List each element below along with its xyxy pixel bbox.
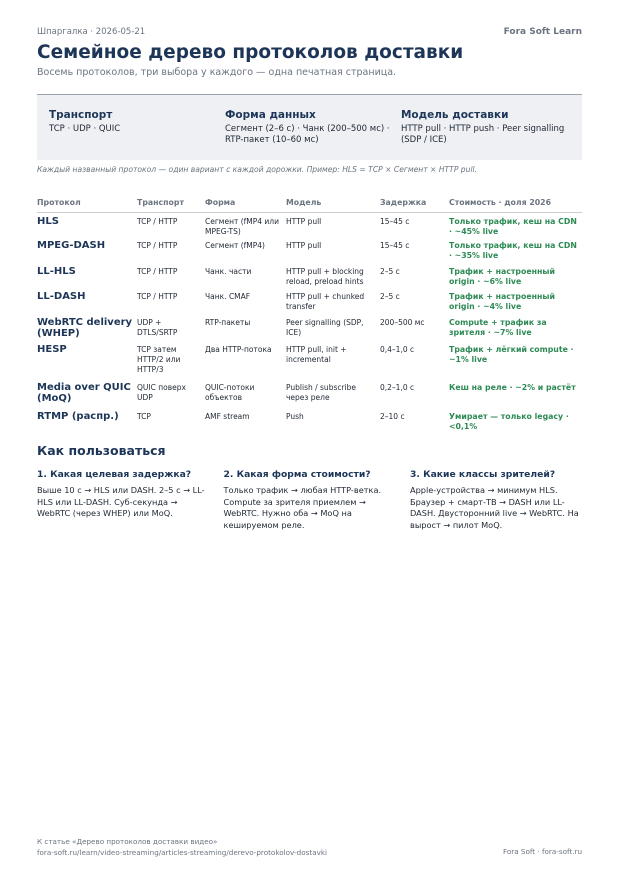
cost-cell: Трафик + лёгкий compute · ~1% live <box>449 345 574 364</box>
latency-cell: 2–5 с <box>380 292 400 301</box>
footer-url: fora-soft.ru/learn/video-streaming/articles-streaming/derevo-protokolov-dostavki <box>37 848 328 857</box>
model-cell: Peer signalling (SDP, ICE) <box>286 318 364 337</box>
protocol-name: LL-HLS <box>37 266 76 277</box>
page-header <box>37 25 582 39</box>
cost-cell: Трафик + настроенный origin · ~6% live <box>449 267 555 286</box>
transport-cell: TCP / HTTP <box>137 241 178 250</box>
model-cell: Push <box>286 412 304 421</box>
page-footer <box>37 836 327 858</box>
summary-heading: Транспорт <box>49 109 113 121</box>
latency-cell: 0,4–1,0 с <box>380 345 415 354</box>
column-header: Модель <box>286 193 380 212</box>
form-cell: Два HTTP-потока <box>205 345 272 354</box>
step-cost <box>224 469 396 531</box>
summary-heading: Форма данных <box>224 109 316 121</box>
column-header: Транспорт <box>137 193 205 212</box>
protocol-name: HESP <box>37 344 67 355</box>
cost-cell: Трафик + настроенный origin · ~4% live <box>449 292 555 311</box>
protocol-name: LL-DASH <box>37 291 86 302</box>
brand-name: Fora Soft Learn <box>503 27 582 37</box>
column-header: Протокол <box>37 193 137 212</box>
table-row <box>37 288 582 314</box>
column-header: Форма <box>205 193 286 212</box>
form-cell: Сегмент (fMP4) <box>205 241 265 250</box>
summary-text: HTTP pull · HTTP push · Peer signalling (SDP / ICE) <box>400 124 565 145</box>
summary-text: TCP · UDP · QUIC <box>49 124 121 134</box>
form-cell: RTP-пакеты <box>205 318 251 327</box>
protocol-name: Media over QUIC (MoQ) <box>37 382 131 404</box>
latency-cell: 200–500 мс <box>380 318 425 327</box>
latency-cell: 2–10 с <box>380 412 405 421</box>
form-cell: QUIC-потоки объектов <box>205 383 255 402</box>
step-heading: 2. Какая форма стоимости? <box>223 469 371 480</box>
model-cell: HTTP pull <box>286 241 322 250</box>
table-row <box>37 408 582 435</box>
summary-transport <box>49 109 225 160</box>
cost-cell: Только трафик, кеш на CDN · ~35% live <box>449 241 577 260</box>
model-cell: Publish / subscribe через реле <box>286 383 357 402</box>
cost-cell: Только трафик, кеш на CDN · ~45% live <box>449 216 577 236</box>
form-cell: Чанк. части <box>205 267 252 276</box>
transport-cell: QUIC поверх UDP <box>137 383 186 402</box>
protocol-name: HLS <box>37 215 59 227</box>
transport-cell: TCP затем HTTP/2 или HTTP/3 <box>137 345 181 374</box>
step-heading: 3. Какие классы зрителей? <box>410 469 556 480</box>
column-header: Стоимость · доля 2026 <box>449 193 582 212</box>
table-row <box>37 237 582 263</box>
step-text: Выше 10 с → HLS или DASH. 2–5 с → LL-HLS или LL-DASH. Суб-секунда → WebRTC (через WHEP) или MoQ. <box>37 485 205 518</box>
transport-cell: TCP / HTTP <box>137 216 178 226</box>
step-text: Apple-устройства → минимум HLS. Браузер + смарт-ТВ → DASH или LL-DASH. Двусторонний live → WebRTC. На вырост → пилот MoQ. <box>410 485 579 530</box>
cost-cell: Compute + трафик за зрителя · ~7% live <box>449 318 547 337</box>
page-title: Семейное дерево протоколов доставки <box>37 42 464 63</box>
latency-cell: 2–5 с <box>380 267 400 276</box>
latency-cell: 15–45 с <box>380 216 410 226</box>
model-cell: HTTP pull + chunked transfer <box>286 292 365 311</box>
protocol-table <box>37 193 582 435</box>
model-cell: HTTP pull + blocking reload, preload hints <box>286 267 364 286</box>
step-latency <box>37 469 209 531</box>
protocol-name: RTMP (распр.) <box>37 411 119 422</box>
step-heading: 1. Какая целевая задержка? <box>37 469 192 480</box>
column-header: Задержка <box>380 193 449 212</box>
protocol-name: WebRTC delivery (WHEP) <box>37 317 133 339</box>
form-cell: Сегмент (fMP4 или MPEG-TS) <box>205 216 279 236</box>
model-cell: HTTP pull <box>286 216 322 226</box>
cost-cell: Умирает — только legacy · <0,1% <box>449 412 569 431</box>
protocol-name: MPEG-DASH <box>37 240 106 251</box>
howto-heading: Как пользоваться <box>37 443 166 458</box>
table-row <box>37 379 582 408</box>
transport-cell: TCP / HTTP <box>137 267 178 276</box>
page-subtitle: Восемь протоколов, три выбора у каждого — одна печатная страница. <box>37 67 397 78</box>
transport-cell: TCP / HTTP <box>137 292 178 301</box>
table-header-row <box>37 193 582 212</box>
howto-steps <box>37 469 582 531</box>
model-cell: HTTP pull, init + incremental <box>286 345 347 364</box>
step-viewers <box>410 469 582 531</box>
page-meta: Шпаргалка · 2026-05-21 <box>37 27 146 37</box>
summary-text: Сегмент (2–6 с) · Чанк (200–500 мс) · RTP-пакет (10–60 мс) <box>224 124 390 145</box>
latency-cell: 0,2–1,0 с <box>380 383 415 392</box>
cost-cell: Кеш на реле · ~2% и растёт <box>449 383 576 392</box>
footer-article: К статье «Дерево протоколов доставки видео» <box>37 837 218 846</box>
example-note: Каждый названный протокол — один вариант с каждой дорожки. Пример: HLS = TCP × Сегмент × HTTP pull. <box>37 165 478 174</box>
summary-data-form <box>225 109 401 160</box>
form-cell: Чанк. CMAF <box>205 292 251 301</box>
summary-panel <box>37 94 582 160</box>
form-cell: AMF stream <box>205 412 250 421</box>
transport-cell: UDP + DTLS/SRTP <box>137 318 178 337</box>
table-row <box>37 341 582 379</box>
summary-delivery-model <box>401 109 570 160</box>
latency-cell: 15–45 с <box>380 241 410 250</box>
table-row <box>37 212 582 237</box>
table-row <box>37 263 582 288</box>
transport-cell: TCP <box>137 412 151 421</box>
footer-brand: Fora Soft · fora-soft.ru <box>503 847 582 856</box>
table-row <box>37 314 582 341</box>
step-text: Только трафик → любая HTTP-ветка. Compute за зрителя приемлем → WebRTC. Нужно оба → MoQ на кешируемом реле. <box>223 485 382 530</box>
summary-heading: Модель доставки <box>400 109 509 121</box>
